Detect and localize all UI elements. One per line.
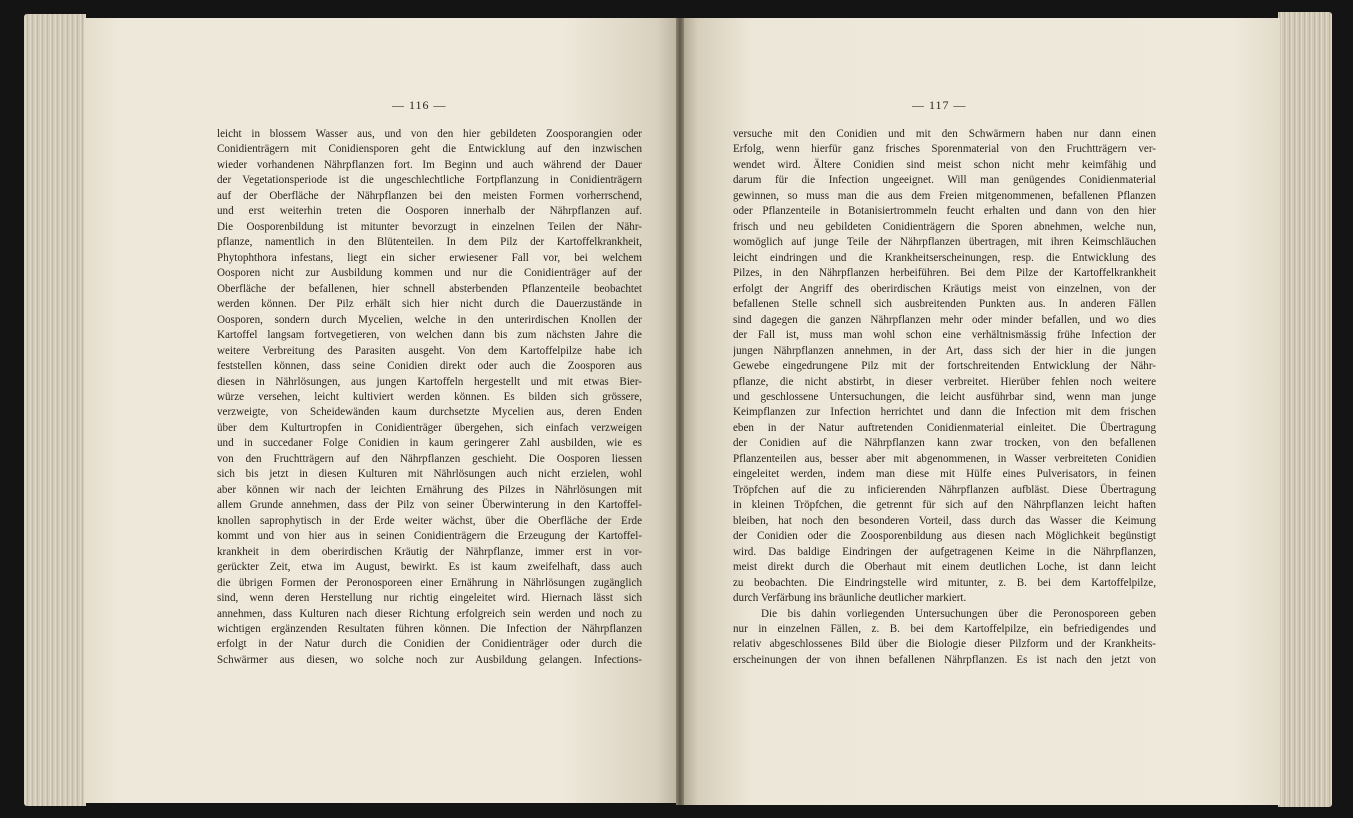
- text-line: weitere Verbreitung des Parasiten ausgeht. Von dem Kartoffelpilze habe ich: [217, 344, 642, 357]
- text-line: versuche mit den Conidien und mit den Schwärmern haben nur dann einen: [733, 128, 1156, 140]
- text-line: bleiben, hat noch den besonderen Vorteil, dass durch das Wasser die Keimung: [733, 514, 1156, 527]
- text-line: erfolgt in der Natur durch die Conidien der Conidienträger oder durch die: [217, 638, 642, 651]
- text-line: oder Pflanzenteile in Botanisiertrommeln feucht erhalten und dann von den hier: [733, 205, 1156, 218]
- left-page-text: [217, 127, 642, 668]
- text-line: knollen saprophytisch in der Erde weiter wächst, über die Oberfläche der Erde: [217, 514, 642, 527]
- left-page-number: — 116 —: [392, 98, 447, 112]
- text-line: Phytophthora infestans, liegt ein sicher erwiesener Fall vor, bei welchem: [217, 251, 642, 264]
- text-line: annehmen, dass Kulturen nach dieser Richtung erfolgreich sein werden und noch zu: [217, 607, 642, 620]
- text-line: über dem Kulturtropfen in Conidienträger übergehen, sich einfach verzweigen: [217, 421, 642, 434]
- text-line: eben in der Natur auftretenden Conidienmaterial einleitet. Die Übertragung: [733, 421, 1156, 434]
- text-line: Oosporen, sondern durch Mycelien, welche in den unterirdischen Knollen der: [217, 313, 642, 326]
- text-line: allem Grunde annehmen, dass der Pilz von seiner Überwinterung in den Kartoffel-: [217, 499, 642, 512]
- left-page-edges: [24, 14, 86, 806]
- text-line: krankheit in dem oberirdischen Kräutig der Nährpflanze, immer erst in vor-: [217, 545, 642, 558]
- text-line: in kleinen Tröpfchen, die getrennt für sich auf den Nährpflanzen leicht haften: [733, 499, 1156, 512]
- text-line: erscheinungen der von ihnen befallenen Nährpflanzen. Es ist nach den jetzt von: [733, 653, 1156, 666]
- text-line: sich bis jetzt in diesen Kulturen mit Nährlösungen auch nicht erzielen, wohl: [217, 468, 642, 481]
- text-line: Oosporen nicht zur Ausbildung kommen und nur die Conidienträger auf der: [217, 267, 642, 280]
- text-line: der Vegetationsperiode ist die ungeschlechtliche Fortpflanzung in Conidienträgern: [217, 174, 642, 187]
- text-line: darum für die Infection ungeeignet. Will man genügendes Conidienmaterial: [733, 174, 1156, 187]
- text-line: frisch und neu gebildeten Conidienträgern die Sporen abnehmen, welche nun,: [733, 220, 1156, 233]
- text-line: Die Oosporenbildung ist mitunter bevorzugt in einzelnen Teilen der Nähr-: [217, 220, 642, 233]
- text-line: womöglich auf junge Teile der Nährpflanzen übertragen, mit ihren Keimschläuchen: [733, 236, 1156, 249]
- text-line: pflanze, namentlich in den Blütenteilen. In dem Pilz der Kartoffelkrankheit,: [217, 236, 642, 249]
- text-line: und geschlossene Untersuchungen, die leicht ausführbar sind, wenn man junge: [733, 390, 1156, 403]
- text-line: diesen in Nährlösungen, aus jungen Kartoffeln hergestellt und mit etwas Bier-: [217, 375, 642, 388]
- text-line: Schwärmer aus diesen, wo solche noch zur Ausbildung gelangen. Infections-: [217, 653, 642, 666]
- text-line: und erst weiterhin treten die Oosporen innerhalb der Nährpflanzen auf.: [217, 205, 642, 218]
- text-line: verzweigte, von Scheidewänden kaum durchsetzte Mycelien aus, deren Enden: [217, 406, 642, 419]
- text-line: pflanze, die nicht abstirbt, in dieser verbreitet. Hierüber fehlen noch weitere: [733, 375, 1156, 388]
- text-line: Tröpfchen auf die zu inficierenden Nährpflanzen aufbläst. Diese Übertragung: [733, 483, 1156, 496]
- text-line: Keimpflanzen zur Infection herrichtet und dann die Infection mit dem frischen: [733, 406, 1156, 419]
- text-line: wendet wird. Ältere Conidien sind meist schon nicht mehr keimfähig und: [733, 158, 1156, 171]
- right-page-text: [733, 127, 1156, 668]
- text-line: der Conidien oder die Zoosporenbildung aus diesen nach Möglichkeit begünstigt: [733, 530, 1156, 543]
- text-line: der Fall ist, muss man wohl schon eine verhältnismässig frühe Infection der: [733, 329, 1156, 342]
- right-page-edges: [1278, 12, 1332, 807]
- text-line: nur in einzelnen Fällen, z. B. bei dem Kartoffelpilze, ein befriedigendes und: [733, 623, 1156, 635]
- text-line: gerückter Zeit, etwa im August, bewirkt. Es ist kaum zweifelhaft, dass auch: [217, 561, 642, 574]
- text-line: Erfolg, wenn hierfür ganz frisches Sporenmaterial von den Fruchtträgern ver-: [733, 143, 1156, 156]
- text-line: leicht in blossem Wasser aus, und von den hier gebildeten Zoosporangien oder: [217, 128, 642, 140]
- text-line: würze versehen, leicht kultiviert werden können. Es bilden sich grössere,: [217, 390, 642, 403]
- text-line: wieder vorhandenen Nährpflanzen fort. Im Beginn und auch während der Dauer: [217, 158, 642, 171]
- text-line: Gewebe eingedrungene Pilz mit der fortschreitenden Entwicklung der Nähr-: [733, 360, 1156, 373]
- text-line: Die bis dahin vorliegenden Untersuchungen über die Peronosporeen geben: [761, 607, 1156, 620]
- text-line: von den Fruchtträgern auf den Nährpflanzen geschieht. Die Oosporen liessen: [217, 452, 642, 465]
- text-line: zu beobachten. Die Eindringstelle wird mitunter, z. B. bei dem Kartoffelpilze,: [733, 576, 1156, 589]
- text-line: Conidienträgern mit Conidiensporen geht die Entwicklung auf den inzwischen: [217, 143, 642, 156]
- text-line: relativ abgeschlossenes Bild über die Biologie dieser Pilzform und der Krankheits-: [733, 638, 1156, 651]
- text-line: Pilzes, in den Nährpflanzen herbeiführen. Bei dem Pilze der Kartoffelkrankheit: [733, 267, 1156, 280]
- text-line: durch Verfärbung ins bräunliche deutlicher markiert.: [733, 592, 967, 605]
- text-line: wichtigen ergänzenden Resultaten führen können. Die Infection der Nährpflanzen: [217, 623, 642, 635]
- text-line: und in succedaner Folge Conidien in kaum geringerer Zahl ausbilden, wie es: [217, 437, 642, 450]
- text-line: eingeleitet werden, indem man diese mit Hülfe eines Pulverisators, in feinen: [733, 468, 1156, 481]
- text-line: sind dagegen die ganzen Nährpflanzen mehr oder minder befallen, und wo dies: [733, 313, 1156, 326]
- text-line: sind, wenn deren Herstellung nur richtig eingeleitet wird. Hiernach lässt sich: [217, 592, 642, 605]
- right-page-number: — 117 —: [912, 98, 967, 112]
- text-line: gewinnen, so muss man die aus dem Freien mitgenommenen, befallenen Pflanzen: [733, 189, 1156, 202]
- text-line: werden können. Der Pilz erhält sich hier nicht durch die Dauerzustände in: [217, 298, 642, 311]
- text-line: kommt und von hier aus in seinen Conidienträgern die Erzeugung der Kartoffel-: [217, 530, 642, 543]
- text-line: Pflanzenteilen aus, besser aber mit abgenommenen, in Wasser verbreiteten Conidien: [733, 452, 1156, 465]
- text-line: meist direkt durch die Oberhaut mit einem deutlichen Loche, ist dann leicht: [733, 561, 1156, 574]
- text-line: die übrigen Formen der Peronosporeen einer Ernährung in Nährlösungen zugänglich: [217, 576, 642, 589]
- book-gutter: [676, 18, 684, 805]
- text-line: auf der Oberfläche der Nährpflanzen bei den meisten Formen vorherrschend,: [217, 189, 642, 202]
- text-line: wird. Das baldige Eindringen der aufgetragenen Keime in die Nährpflanzen,: [733, 545, 1156, 558]
- text-line: der Conidien auf die Nährpflanzen kann zwar trocken, von den befallenen: [733, 437, 1156, 450]
- text-line: Oberfläche der befallenen, hier schnell absterbenden Pflanzenteile beobachtet: [217, 282, 642, 295]
- text-line: jungen Nährpflanzen annehmen, in der Art, dass sich der hier in die jungen: [733, 344, 1156, 357]
- text-line: erfolgt der Angriff des oberirdischen Kräutigs meist von einzelnen, von der: [733, 282, 1156, 295]
- text-line: feststellen können, dass seine Conidien direkt oder auch die Zoosporen aus: [217, 360, 642, 373]
- text-line: aber können wir nach der leichten Ernährung des Pilzes in Nährlösungen mit: [217, 483, 642, 496]
- text-line: leicht eindringen und die Krankheitserscheinungen, resp. die Entwicklung des: [733, 251, 1156, 264]
- text-line: Kartoffel langsam fortvegetieren, von welchen dann bis zum nächsten Jahre die: [217, 329, 642, 342]
- text-line: befallenen Stelle schnell sich ausbreitenden Punkten aus. In anderen Fällen: [733, 298, 1156, 311]
